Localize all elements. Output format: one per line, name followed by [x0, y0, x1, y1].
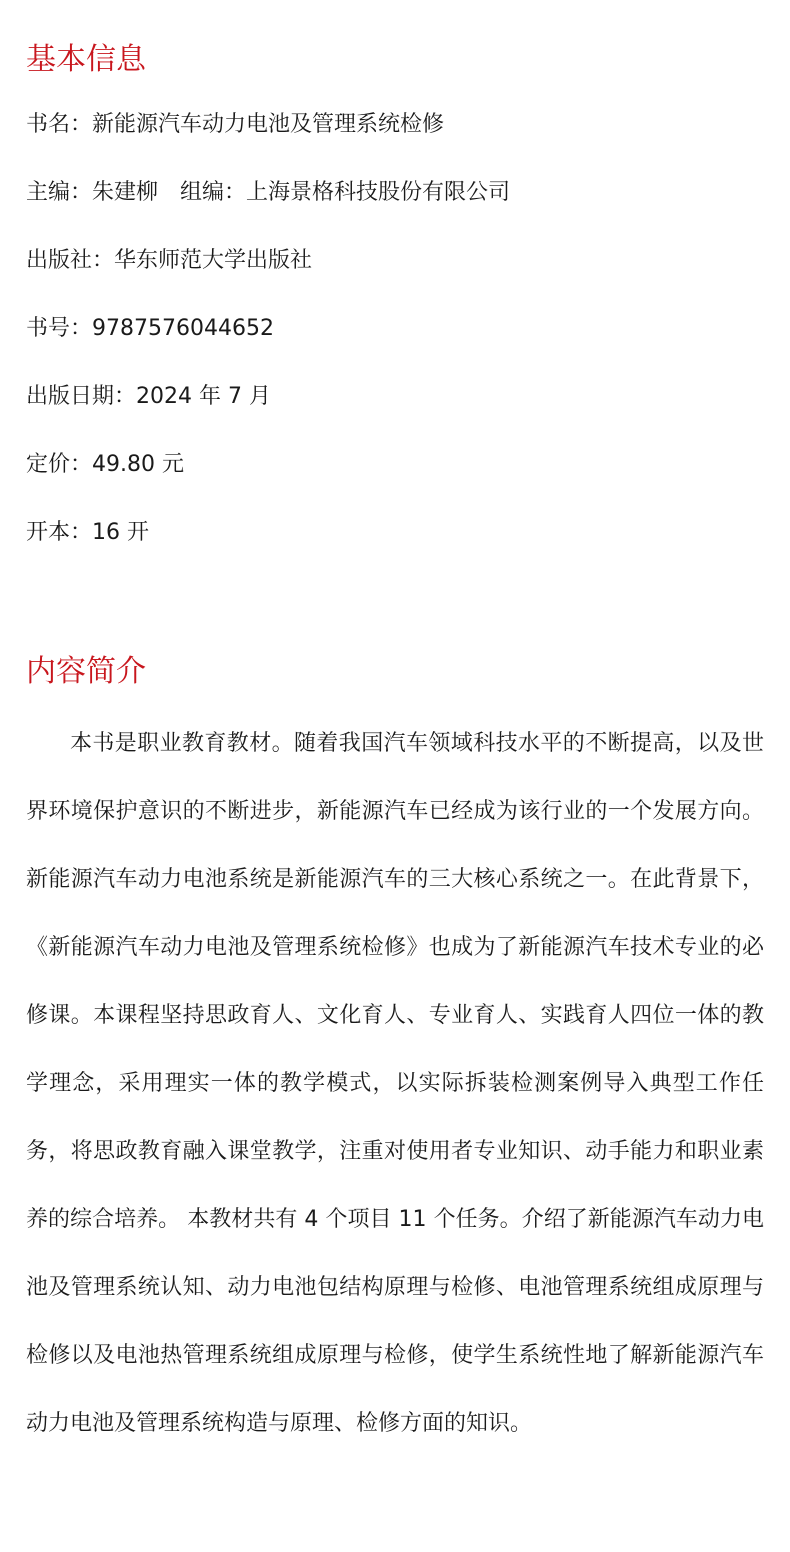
editor-row: [26, 178, 764, 208]
format-row: 开本：16 开: [26, 520, 149, 545]
editor-text: 主编：朱建柳: [26, 180, 159, 205]
basic-info-list: [26, 110, 764, 548]
isbn-row: 书号：9787576044652: [26, 316, 274, 341]
book-name-row: 书名：新能源汽车动力电池及管理系统检修: [26, 112, 445, 137]
intro-heading: 内容简介: [26, 654, 146, 689]
basic-info-heading: 基本信息: [26, 42, 146, 77]
intro-paragraph: 本书是职业教育教材。随着我国汽车领域科技水平的不断提高，以及世界环境保护意识的不断进步，新能源汽车已经成为该行业的一个发展方向。新能源汽车动力电池系统是新能源汽车的三大核心系统之一。在此背景下，《新能源汽车动力电池及管理系统检修》也成为了新能源汽车技术专业的必修课。本课程坚持思政育人、文化育人、专业育人、实践育人四位一体的教学理念，采用理实一体的教学模式，以实际拆装检测案例导入典型工作任务，将思政教育融入课堂教学，注重对使用者专业知识、动手能力和职业素养的综合培养。 本教材共有 4 个项目 11 个任务。介绍了新能源汽车动力电池及管理系统认知、动力电池包结构原理与检修、电池管理系统组成原理与检修以及电池热管理系统组成原理与检修，使学生系统性地了解新能源汽车动力电池及管理系统构造与原理、检修方面的知识。: [26, 731, 764, 1436]
price-row: 定价：49.80 元: [26, 452, 184, 477]
pub-date-row: 出版日期：2024 年 7 月: [26, 384, 271, 409]
publisher-row: 出版社：华东师范大学出版社: [26, 248, 313, 273]
compiler-text: 组编：上海景格科技股份有限公司: [180, 180, 511, 205]
